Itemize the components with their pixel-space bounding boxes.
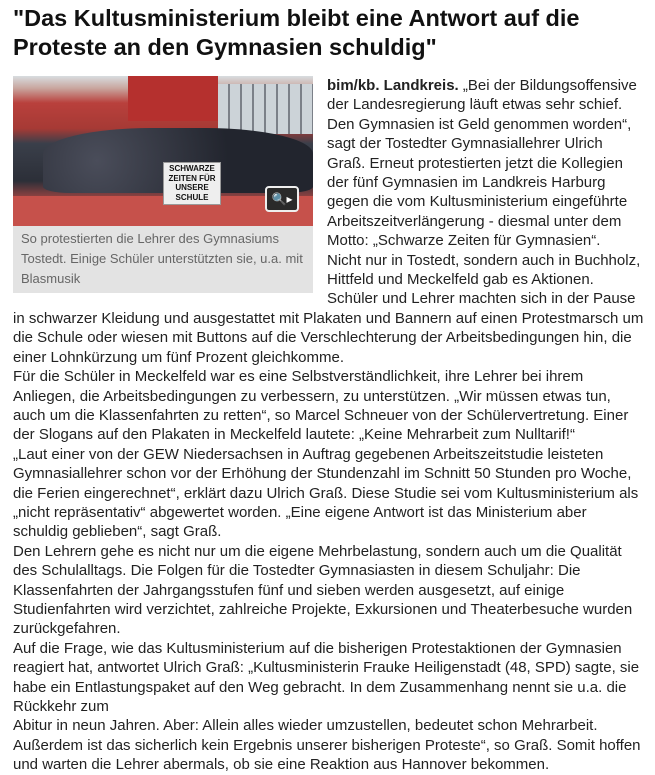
magnifier-play-icon[interactable]: 🔍▸ bbox=[265, 186, 299, 212]
building-windows bbox=[218, 84, 313, 134]
paragraph: „Laut einer von der GEW Niedersachsen in Auftrag gegebenen Arbeitszeitstudie leisteten Gymnasiallehrer schon vor der Erhöhung der Stundenzahl im Schnitt 50 Stunden pro Woche, die Ferien eingerechnet“, erklärt dazu Ulrich Graß. Diese Studie sei vom Kultusministerium als „nicht repräsentativ“ abgewertet worden. „Eine eigene Antwort ist das Ministerium aber schuldig geblieben“, sagt Graß. bbox=[13, 445, 639, 541]
paragraph: Den Lehrern gehe es nicht nur um die eigene Mehrbelastung, sondern auch um die Qualität des Schulalltags. Die Folgen für die Tostedter Gymnasiasten in diesem Schuljahr: Die Klassenfahrten der Jahrgangsstufen fünf und sieben werden ausgesetzt, auf einige Studienfahrten wird verzichtet, zahlreiche Projekte, Exkursionen und Theaterbesuche wurden zurückgefahren. bbox=[13, 542, 633, 638]
protest-banner: SCHWARZE ZEITEN FÜR UNSERE SCHULE bbox=[163, 162, 221, 205]
paragraph: Auf die Frage, wie das Kultusministerium auf die bisherigen Protestaktionen der Gymnasien reagiert hat, antwortet Ulrich Graß: „Kultusministerin Frauke Heiligenstadt (48, SPD) sagte, sie habe ein Entlastungspaket auf den Weg gebracht. In dem Zusammenhang nennt sie u.a. die Rückkehr zum bbox=[13, 639, 640, 715]
paragraph: Für die Schüler in Meckelfeld war es eine Selbstverständlichkeit, ihre Lehrer bei ihrem Anliegen, die Arbeitsbedingungen zu verbessern, zu unterstützen. „Wir müssen etwas tun, auch um die Klassenfahrten zu retten“, so Marcel Schneuer von der Schülervertretung. Einer der Slogans auf den Plakaten in Meckelfeld lautete: „Keine Mehrarbeit zum Nulltarif!“ bbox=[13, 368, 629, 444]
school-building bbox=[128, 76, 218, 121]
article-figure bbox=[13, 76, 313, 293]
paragraph: bim/kb. Landkreis. „Bei der Bildungsoffensive der Landesregierung läuft etwas sehr schief. Den Gymnasien ist Geld genommen worden“, sagt der Tostedter Gymnasiallehrer Ulrich Graß. Erneut protestierten jetzt die Kollegien der fünf Gymnasien im Landkreis Harburg gegen die vom Kultusministerium eingeführte Arbeitszeitverlängerung - diesmal unter dem Motto: „Schwarze Zeiten für Gymnasien“. bbox=[327, 77, 637, 250]
paragraph: Nicht nur in Tostedt, sondern auch in Buchholz, Hittfeld und Meckelfeld gab es Aktionen. Schüler und Lehrer machten sich in der Pause in schwarzer Kleidung und ausgestattet mit Plakaten und Bannern auf einen Protestmarsch um die Schule oder wiesen mit Buttons auf die Verschlechterung der Arbeitsbedingungen hin, die einer Lohnkürzung um fünf Prozent gleichkomme. bbox=[13, 251, 644, 366]
article-dateline: bim/kb. Landkreis. bbox=[327, 77, 459, 94]
image-caption: So protestierten die Lehrer des Gymnasiums Tostedt. Einige Schüler unterstützten sie, u.a. mit Blasmusik bbox=[13, 226, 313, 293]
paragraph: Abitur in neun Jahren. Aber: Allein alles wieder umzustellen, bedeutet schon Mehrarbeit. Außerdem ist das sicherlich kein Ergebnis unserer bisherigen Proteste“, so Graß. Somit hoffen und warten die Lehrer abermals, ob sie eine Reaktion aus Hannover bekommen. bbox=[13, 717, 641, 774]
protest-photo[interactable] bbox=[13, 76, 313, 226]
article-title: "Das Kultusministerium bleibt eine Antwort auf die Proteste an den Gymnasien schuldig" bbox=[13, 5, 580, 60]
